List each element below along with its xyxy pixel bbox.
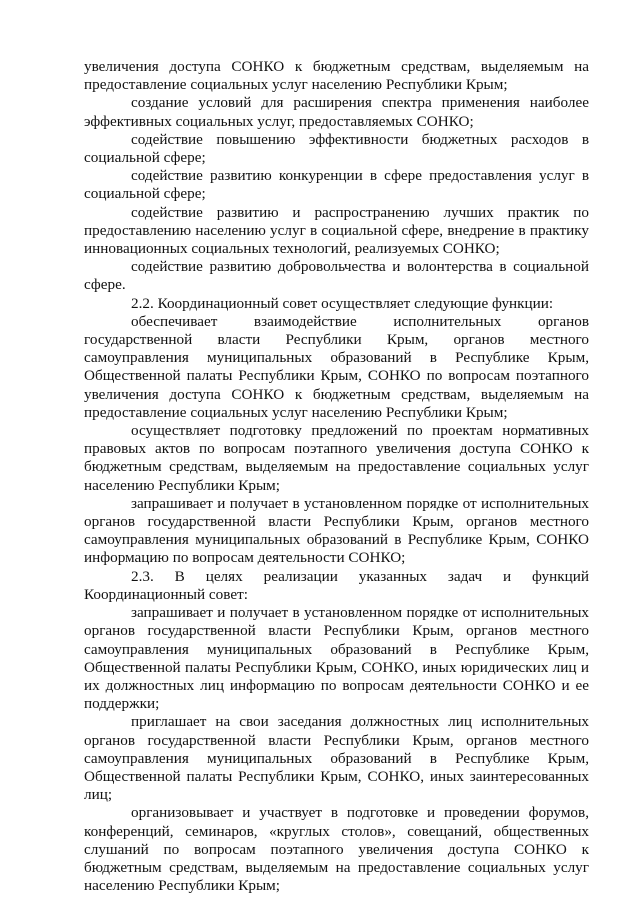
paragraph-requests-support-info: запрашивает и получает в установленном порядке от исполнительных органов государственной власти Республики Крым, органов местного самоуправления муниципальных образований в Республике Крым, Общественной палаты Республики Крым, СОНКО, иных юридических лиц и их должностных лиц информацию по вопросам деятельности СОНКО и ее поддержки;: [84, 604, 589, 713]
paragraph-budget-efficiency: содействие повышению эффективности бюджетных расходов в социальной сфере;: [84, 130, 589, 167]
paragraph-best-practices: содействие развитию и распространению лучших практик по предоставлению населению услуг в социальной сфере, внедрение в практику инновационных социальных технологий, реализуемых СОНКО;: [84, 203, 589, 258]
section-2-3-heading: 2.3. В целях реализации указанных задач и функций Координационный совет:: [84, 567, 589, 603]
paragraph-requests-info: запрашивает и получает в установленном порядке от исполнительных органов государственной власти Республики Крым, органов местного самоуправления муниципальных образований в Республике Крым, СОНКО информацию по вопросам деятельности СОНКО;: [84, 494, 589, 567]
section-2-2-heading: 2.2. Координационный совет осуществляет следующие функции:: [131, 294, 554, 312]
paragraph-competition: содействие развитию конкуренции в сфере предоставления услуг в социальной сфере;: [84, 167, 589, 203]
paragraph-legal-proposals: осуществляет подготовку предложений по проектам нормативных правовых актов по вопросам поэтапного увеличения доступа СОНКО к бюджетным средствам, выделяемым на предоставление социальных услуг населению Республики Крым;: [84, 422, 589, 494]
paragraph-spectrum: создание условий для расширения спектра применения наиболее эффективных социальных услуг, предоставляемых СОНКО;: [84, 94, 589, 130]
paragraph-forums: организовывает и участвует в подготовке и проведении форумов, конференций, семинаров, «круглых столов», совещаний, общественных слушаний по вопросам поэтапного увеличения доступа СОНКО к бюджетным средствам, выделяемым на предоставление социальных услуг населению Республики Крым;: [84, 804, 589, 895]
paragraph-interaction: обеспечивает взаимодействие исполнительных органов государственной власти Республики Крым, органов местного самоуправления муниципальных образований в Республике Крым, Общественной палаты Республики Крым, СОНКО по вопросам поэтапного увеличения доступа СОНКО к бюджетным средствам, выделяемым на предоставление социальных услуг населению Республики Крым;: [84, 312, 589, 421]
document-body: [84, 58, 589, 895]
paragraph-volunteering: содействие развитию добровольчества и волонтерства в социальной сфере.: [84, 258, 589, 294]
paragraph-continuation: увеличения доступа СОНКО к бюджетным средствам, выделяемым на предоставление социальных услуг населению Республики Крым;: [84, 58, 589, 94]
paragraph-invites: приглашает на свои заседания должностных лиц исполнительных органов государственной власти Республики Крым, органов местного самоуправления муниципальных образований в Республике Крым, Общественной палаты Республики Крым, СОНКО, иных заинтересованных лиц;: [84, 713, 589, 804]
